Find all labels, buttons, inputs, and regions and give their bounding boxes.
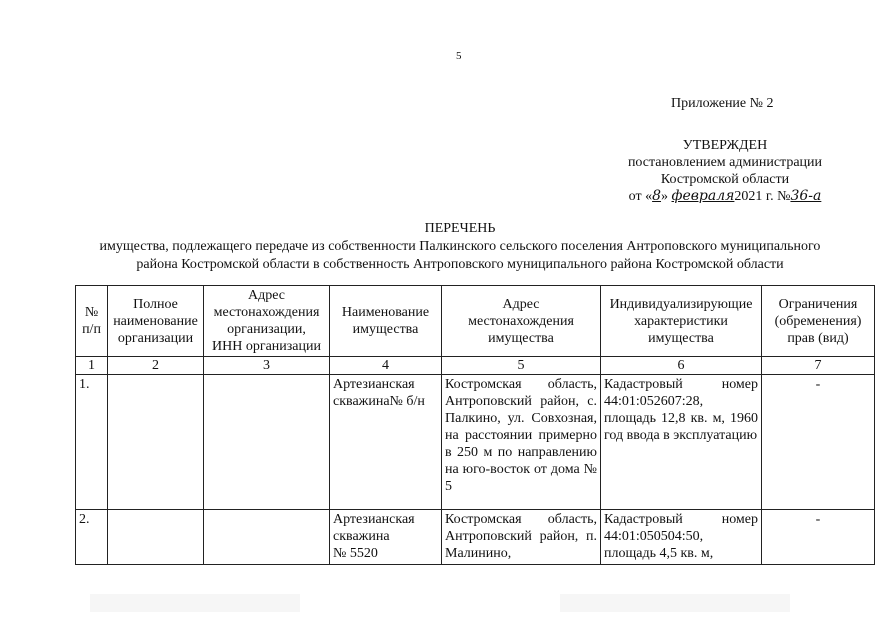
date-day: 8 [652, 188, 662, 204]
column-number: 1 [76, 357, 108, 375]
restrictions-cell: - [762, 510, 875, 565]
header-cell: Ограничения (обременения) прав (вид) [762, 286, 875, 357]
column-number: 7 [762, 357, 875, 375]
property-table [75, 285, 875, 565]
row-number: 2. [76, 510, 108, 565]
column-number-row [76, 357, 875, 375]
title-line-1: имущества, подлежащего передаче из собственности Палкинского сельского поселения Антроповского муниципального [99, 239, 821, 254]
header-cell: Индивидуализирующие характеристики имущества [601, 286, 762, 357]
approval-block [600, 137, 850, 205]
row-number: 1. [76, 375, 108, 510]
org-address-cell [204, 375, 330, 510]
scan-artifact [560, 594, 790, 612]
property-address-cell: Костромская область, Антроповский район, п. Малинино, [442, 510, 601, 565]
org-name-cell [108, 375, 204, 510]
date-prefix: от « [628, 189, 653, 204]
approval-heading: УТВЕРЖДЕН [682, 138, 768, 153]
date-year: 2021 г. № [734, 189, 791, 204]
property-address-cell: Костромская область, Антроповский район, с. Палкино, ул. Совхозная, на расстоянии примерно в 250 м по направлению на юго-восток от дома № 5 [442, 375, 601, 510]
property-name-cell: Артезианская скважина № 5520 [330, 510, 442, 565]
approval-line-1: постановлением администрации [627, 155, 823, 170]
header-row [76, 286, 875, 357]
date-mid: » [661, 189, 669, 204]
page-number: 5 [456, 50, 462, 62]
scan-artifact [90, 594, 300, 612]
header-cell: Адрес местонахождения имущества [442, 286, 601, 357]
column-number: 2 [108, 357, 204, 375]
decree-number: 36-а [790, 188, 822, 204]
date-month: февраля [671, 188, 735, 204]
header-cell: Адрес местонахождения организации, ИНН организации [204, 286, 330, 357]
property-name-cell: Артезианская скважина№ б/н [330, 375, 442, 510]
table-row [76, 510, 875, 565]
appendix-label: Приложение № 2 [671, 96, 774, 111]
restrictions-cell: - [762, 375, 875, 510]
header-cell: Полное наименование организации [108, 286, 204, 357]
title-heading: ПЕРЕЧЕНЬ [424, 221, 496, 236]
column-number: 3 [204, 357, 330, 375]
document-title [60, 220, 860, 274]
org-name-cell [108, 510, 204, 565]
characteristics-cell: Кадастровый номер 44:01:052607:28, площадь 12,8 кв. м, 1960 год ввода в эксплуатацию [601, 375, 762, 510]
characteristics-cell: Кадастровый номер 44:01:050504:50, площадь 4,5 кв. м, [601, 510, 762, 565]
column-number: 6 [601, 357, 762, 375]
org-address-cell [204, 510, 330, 565]
table-row [76, 375, 875, 510]
header-cell: Наименование имущества [330, 286, 442, 357]
column-number: 5 [442, 357, 601, 375]
approval-date-line [600, 188, 850, 205]
column-number: 4 [330, 357, 442, 375]
approval-line-2: Костромской области [660, 172, 790, 187]
header-cell: № п/п [76, 286, 108, 357]
title-line-2: района Костромской области в собственность Антроповского муниципального района Костромской области [136, 257, 784, 272]
